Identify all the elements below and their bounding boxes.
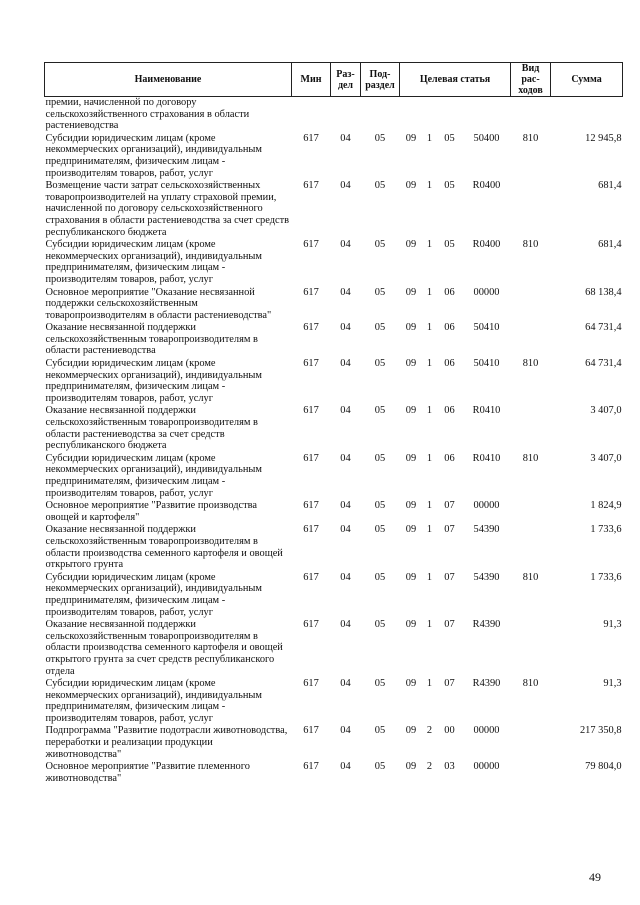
cell-sum: 1 824,9 (590, 500, 622, 512)
cell-sum: 217 350,8 (579, 725, 622, 737)
cell-direction: R0400 (472, 239, 501, 251)
cell-expense-type (511, 619, 551, 678)
table-header-row (45, 63, 623, 97)
cell-subprogram: 1 (426, 239, 433, 251)
cell-subprogram: 1 (426, 571, 433, 583)
cell-min: 617 (303, 500, 319, 512)
cell-expense-type (511, 405, 551, 452)
cell-event: 03 (444, 761, 455, 773)
table-row (45, 358, 623, 405)
cell-event: 06 (444, 286, 455, 298)
cell-program: 09 (405, 524, 417, 536)
cell-event: 06 (444, 452, 455, 464)
cell-event: 06 (444, 358, 455, 370)
cell-razdel: 04 (340, 619, 351, 631)
cell-subprogram: 2 (426, 761, 433, 773)
cell-event: 05 (444, 239, 455, 251)
cell-razdel: 04 (340, 132, 351, 144)
cell-sum: 12 945,8 (585, 132, 622, 144)
cell-podrazdel: 05 (374, 524, 386, 536)
table-row (45, 678, 623, 725)
cell-subprogram: 1 (426, 405, 433, 417)
cell-name: Субсидии юридическим лицам (кроме некоммерческих организаций), индивидуальным предпринимателям, физическим лицам - производителям товаров, работ, услуг (45, 452, 262, 499)
cell-program: 09 (405, 761, 417, 773)
cell-podrazdel: 05 (374, 725, 386, 737)
cell-name: Оказание несвязанной поддержки сельскохозяйственным товаропроизводителям в области растениеводства (45, 322, 258, 357)
table-row (45, 453, 623, 500)
cell-min: 617 (303, 571, 319, 583)
cell-direction: 50410 (473, 322, 500, 334)
cell-expense-type (511, 524, 551, 571)
cell-event: 06 (444, 405, 455, 417)
cell-program: 09 (405, 500, 417, 512)
cell-razdel: 04 (340, 358, 351, 370)
cell-name: Субсидии юридическим лицам (кроме некоммерческих организаций), индивидуальным предпринимателям, физическим лицам - производителям товаров, работ, услуг (45, 239, 262, 285)
table-row (45, 572, 623, 619)
cell-name: Возмещение части затрат сельскохозяйственных товаропроизводителей на уплату страховой премии, начисленной по договору сельскохозяйственного страхования в области растениеводства за счет средств республиканского бюджета (45, 180, 290, 238)
header-name: Наименование (45, 63, 292, 97)
cell-razdel: 04 (340, 286, 351, 298)
cell-expense-type: 810 (522, 358, 539, 370)
cell-program: 09 (405, 619, 417, 631)
cell-podrazdel: 05 (374, 239, 386, 251)
header-min: Мин (292, 63, 331, 97)
cell-program: 09 (405, 239, 417, 251)
cell-direction: R4390 (472, 619, 501, 631)
cell-direction: 50410 (473, 358, 500, 370)
cell-direction: 00000 (473, 725, 500, 737)
cell-program: 09 (405, 358, 417, 370)
table-row (45, 619, 623, 678)
cell-expense-type (511, 500, 551, 524)
cell-min: 617 (303, 619, 319, 631)
cell-razdel: 04 (340, 180, 351, 192)
cell-podrazdel: 05 (374, 452, 386, 464)
cell-razdel: 04 (340, 239, 351, 251)
cell-name: Оказание несвязанной поддержки сельскохозяйственным товаропроизводителям в области производства семенного картофеля и овощей открытого грунта за счет средств республиканского отдела (45, 619, 283, 677)
cell-razdel (331, 97, 361, 133)
cell-event: 07 (444, 500, 455, 512)
cell-razdel: 04 (340, 500, 351, 512)
cell-sum: 91,3 (603, 678, 622, 690)
page-number: 49 (589, 870, 601, 884)
cell-sum: 1 733,6 (590, 571, 622, 583)
cell-expense-type: 810 (522, 452, 539, 464)
cell-sum: 681,4 (598, 239, 622, 251)
cell-podrazdel: 05 (374, 180, 386, 192)
cell-podrazdel: 05 (374, 322, 386, 334)
cell-min: 617 (303, 524, 319, 536)
table-row (45, 322, 623, 358)
cell-direction: R4390 (472, 678, 501, 690)
cell-min: 617 (303, 180, 319, 192)
cell-name: Субсидии юридическим лицам (кроме некоммерческих организаций), индивидуальным предпринимателям, физическим лицам - производителям товаров, работ, услуг (45, 358, 262, 404)
cell-podrazdel: 05 (374, 571, 386, 583)
cell-subprogram: 1 (426, 619, 433, 631)
cell-min: 617 (303, 761, 319, 773)
cell-min: 617 (303, 452, 319, 464)
cell-razdel: 04 (340, 725, 351, 737)
cell-name: Основное мероприятие "Оказание несвязанной поддержки сельскохозяйственным товаропроизводителям в области растениеводства" (45, 286, 272, 321)
table-row (45, 97, 623, 133)
cell-subprogram: 1 (426, 358, 433, 370)
cell-min: 617 (303, 286, 319, 298)
table-row (45, 500, 623, 524)
cell-podrazdel: 05 (374, 500, 386, 512)
cell-name: Субсидии юридическим лицам (кроме некоммерческих организаций), индивидуальным предпринимателям, физическим лицам - производителям товаров, работ, услуг (45, 132, 262, 179)
cell-sum: 64 731,4 (585, 322, 622, 334)
cell-min (292, 97, 331, 133)
cell-program: 09 (405, 132, 417, 144)
cell-subprogram (423, 97, 437, 133)
cell-subprogram: 1 (426, 500, 433, 512)
cell-subprogram: 1 (426, 180, 433, 192)
cell-expense-type (511, 180, 551, 239)
header-target-article: Целевая статья (400, 63, 511, 97)
cell-program (400, 97, 423, 133)
cell-event (437, 97, 463, 133)
cell-program: 09 (405, 322, 417, 334)
cell-event: 07 (444, 678, 455, 690)
cell-expense-type: 810 (522, 132, 539, 144)
table-row (45, 524, 623, 571)
cell-podrazdel (361, 97, 400, 133)
cell-subprogram: 1 (426, 678, 433, 690)
cell-min: 617 (303, 725, 319, 737)
cell-razdel: 04 (340, 452, 351, 464)
cell-subprogram: 1 (426, 132, 433, 144)
cell-subprogram: 1 (426, 452, 433, 464)
cell-expense-type: 810 (522, 678, 539, 690)
cell-direction: R0410 (472, 452, 501, 464)
header-razdel: Раз- дел (331, 63, 361, 97)
cell-razdel: 04 (340, 678, 351, 690)
cell-expense-type (511, 287, 551, 323)
cell-razdel: 04 (340, 405, 351, 417)
table-row (45, 725, 623, 761)
cell-razdel: 04 (340, 761, 351, 773)
cell-name: Оказание несвязанной поддержки сельскохозяйственным товаропроизводителям в области производства семенного картофеля и овощей открытого грунта (45, 524, 283, 571)
cell-sum: 681,4 (598, 180, 622, 192)
cell-event: 05 (444, 132, 455, 144)
cell-expense-type (511, 761, 551, 785)
cell-min: 617 (303, 239, 319, 251)
cell-direction: 50400 (473, 132, 500, 144)
header-podrazdel: Под- раздел (361, 63, 400, 97)
cell-sum: 3 407,0 (590, 452, 622, 464)
table-row (45, 180, 623, 239)
cell-min: 617 (303, 322, 319, 334)
cell-direction: 54390 (473, 571, 500, 583)
cell-direction: R0410 (472, 405, 501, 417)
cell-direction: 54390 (473, 524, 500, 536)
cell-subprogram: 1 (426, 322, 433, 334)
cell-razdel: 04 (340, 524, 351, 536)
cell-event: 06 (444, 322, 455, 334)
cell-podrazdel: 05 (374, 678, 386, 690)
cell-subprogram: 1 (426, 524, 433, 536)
cell-sum: 79 804,0 (585, 761, 622, 773)
cell-direction: 00000 (473, 286, 500, 298)
cell-name: премии, начисленной по договору сельскохозяйственного страхования в области растениеводства (45, 97, 250, 132)
cell-subprogram: 1 (426, 286, 433, 298)
cell-program: 09 (405, 725, 417, 737)
cell-event: 07 (444, 619, 455, 631)
cell-min: 617 (303, 405, 319, 417)
cell-expense-type (511, 97, 551, 133)
cell-podrazdel: 05 (374, 405, 386, 417)
cell-min: 617 (303, 678, 319, 690)
cell-min: 617 (303, 358, 319, 370)
cell-podrazdel: 05 (374, 132, 386, 144)
cell-program: 09 (405, 678, 417, 690)
cell-expense-type: 810 (522, 239, 539, 251)
cell-name: Субсидии юридическим лицам (кроме некоммерческих организаций), индивидуальным предпринимателям, физическим лицам - производителям товаров, работ, услуг (45, 678, 262, 724)
table-row (45, 761, 623, 785)
cell-expense-type (511, 725, 551, 761)
cell-razdel: 04 (340, 322, 351, 334)
cell-sum: 64 731,4 (585, 358, 622, 370)
cell-sum: 91,3 (603, 619, 622, 631)
cell-program: 09 (405, 571, 417, 583)
cell-podrazdel: 05 (374, 286, 386, 298)
cell-event: 05 (444, 180, 455, 192)
cell-podrazdel: 05 (374, 619, 386, 631)
cell-event: 00 (444, 725, 455, 737)
cell-direction: 00000 (473, 500, 500, 512)
cell-direction: 00000 (473, 761, 500, 773)
cell-name: Основное мероприятие "Развитие племенного животноводства" (45, 761, 250, 784)
cell-direction: R0400 (472, 180, 501, 192)
cell-event: 07 (444, 524, 455, 536)
budget-table (44, 62, 623, 785)
cell-podrazdel: 05 (374, 761, 386, 773)
table-row (45, 405, 623, 452)
cell-event: 07 (444, 571, 455, 583)
header-vid: Вид рас- ходов (511, 63, 551, 97)
cell-sum: 3 407,0 (590, 405, 622, 417)
table-row (45, 133, 623, 180)
table-row (45, 287, 623, 323)
cell-name: Оказание несвязанной поддержки сельскохозяйственным товаропроизводителям в области растениеводства за счет средств республиканского бюджета (45, 405, 258, 452)
cell-sum: 1 733,6 (590, 524, 622, 536)
header-sum: Сумма (551, 63, 623, 97)
cell-expense-type (511, 322, 551, 358)
cell-name: Подпрограмма "Развитие подотрасли животноводства, переработки и реализации продукции животноводства" (45, 725, 288, 760)
cell-program: 09 (405, 180, 417, 192)
cell-program: 09 (405, 452, 417, 464)
cell-name: Субсидии юридическим лицам (кроме некоммерческих организаций), индивидуальным предпринимателям, физическим лицам - производителям товаров, работ, услуг (45, 571, 262, 618)
cell-program: 09 (405, 286, 417, 298)
cell-razdel: 04 (340, 571, 351, 583)
cell-sum: 68 138,4 (585, 286, 622, 298)
table-row (45, 239, 623, 286)
cell-expense-type: 810 (522, 571, 539, 583)
cell-name: Основное мероприятие "Развитие производства овощей и картофеля" (45, 500, 258, 523)
cell-direction (463, 97, 511, 133)
cell-podrazdel: 05 (374, 358, 386, 370)
cell-program: 09 (405, 405, 417, 417)
cell-min: 617 (303, 132, 319, 144)
cell-subprogram: 2 (426, 725, 433, 737)
cell-sum (551, 97, 623, 133)
